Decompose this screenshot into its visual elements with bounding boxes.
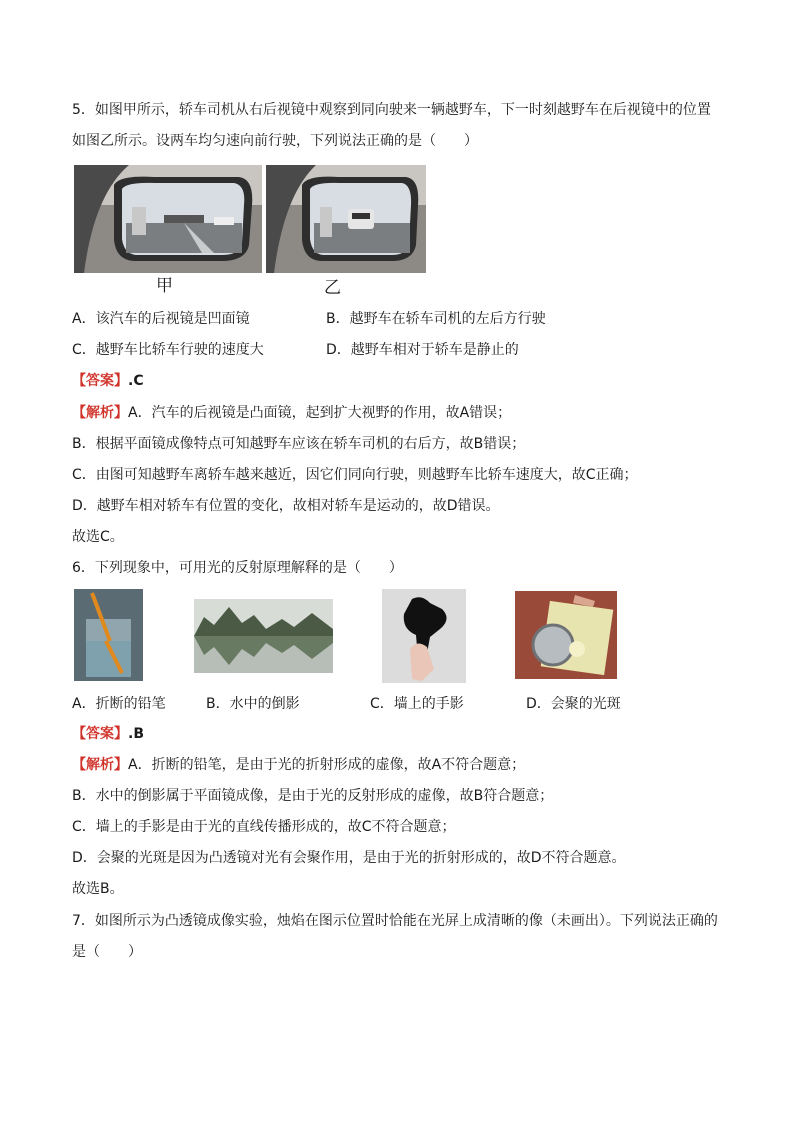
q6-analysis-line3: C．墙上的手影是由于光的直线传播形成的，故C不符合题意；: [72, 819, 456, 835]
q6-answer: [72, 724, 144, 744]
analysis-text: A．折断的铅笔，是由于光的折射形成的虚像，故A不符合题意；: [128, 757, 526, 773]
mirror-photo-yi: [266, 165, 426, 273]
answer-value: .C: [128, 373, 144, 389]
analysis-text: A．汽车的后视镜是凸面镜，起到扩大视野的作用，故A错误；: [128, 405, 512, 421]
hand-shadow-photo: [382, 589, 466, 683]
q5-conclusion: 故选C。: [72, 529, 124, 545]
q5-answer: [72, 371, 144, 391]
q6-analysis-line1: [72, 755, 525, 775]
answer-value: .B: [128, 726, 144, 742]
q5-stem-line1: 5．如图甲所示，轿车司机从右后视镜中观察到同向驶来一辆越野车，下一时刻越野车在后视镜中的位置: [72, 102, 711, 118]
pencil-in-water-photo: [74, 589, 143, 681]
q5-option-b: B．越野车在轿车司机的左后方行驶: [326, 311, 546, 327]
mirror-photo-jia: [74, 165, 262, 273]
analysis-label: 【解析】: [72, 405, 128, 421]
q5-analysis-line3: C．由图可知越野车离轿车越来越近，因它们同向行驶，则越野车比轿车速度大，故C正确；: [72, 467, 638, 483]
q6-stem: 6．下列现象中，可用光的反射原理解释的是（ ）: [72, 560, 403, 576]
q7-stem-line2: 是（ ）: [72, 944, 142, 960]
q5-analysis-line2: B．根据平面镜成像特点可知越野车应该在轿车司机的右后方，故B错误；: [72, 436, 526, 452]
caption-yi: 乙: [324, 278, 341, 298]
q6-option-a: A．折断的铅笔: [72, 696, 166, 712]
answer-label: 【答案】: [72, 726, 128, 742]
q6-option-c: C．墙上的手影: [370, 696, 464, 712]
analysis-label: 【解析】: [72, 757, 128, 773]
caption-jia: 甲: [156, 276, 173, 296]
q6-analysis-line4: D．会聚的光斑是因为凸透镜对光有会聚作用，是由于光的折射形成的，故D不符合题意。: [72, 850, 626, 866]
q6-option-b: B．水中的倒影: [206, 696, 300, 712]
q6-conclusion: 故选B。: [72, 881, 124, 897]
water-reflection-photo: [194, 599, 333, 673]
q5-option-d: D．越野车相对于轿车是静止的: [326, 342, 519, 358]
q5-analysis-line4: D．越野车相对轿车有位置的变化，故相对轿车是运动的，故D错误。: [72, 498, 500, 514]
q5-option-a: A．该汽车的后视镜是凹面镜: [72, 311, 250, 327]
focused-light-spot-photo: [515, 591, 617, 679]
q5-stem-line2: 如图乙所示。设两车均匀速向前行驶，下列说法正确的是（ ）: [72, 133, 478, 149]
q6-option-d: D．会聚的光斑: [526, 696, 621, 712]
q5-analysis-line1: [72, 403, 511, 423]
q5-option-c: C．越野车比轿车行驶的速度大: [72, 342, 264, 358]
q7-stem-line1: 7．如图所示为凸透镜成像实验，烛焰在图示位置时恰能在光屏上成清晰的像（未画出）。下列说法正确的: [72, 913, 718, 929]
q6-analysis-line2: B．水中的倒影属于平面镜成像，是由于光的反射形成的虚像，故B符合题意；: [72, 788, 554, 804]
answer-label: 【答案】: [72, 373, 128, 389]
